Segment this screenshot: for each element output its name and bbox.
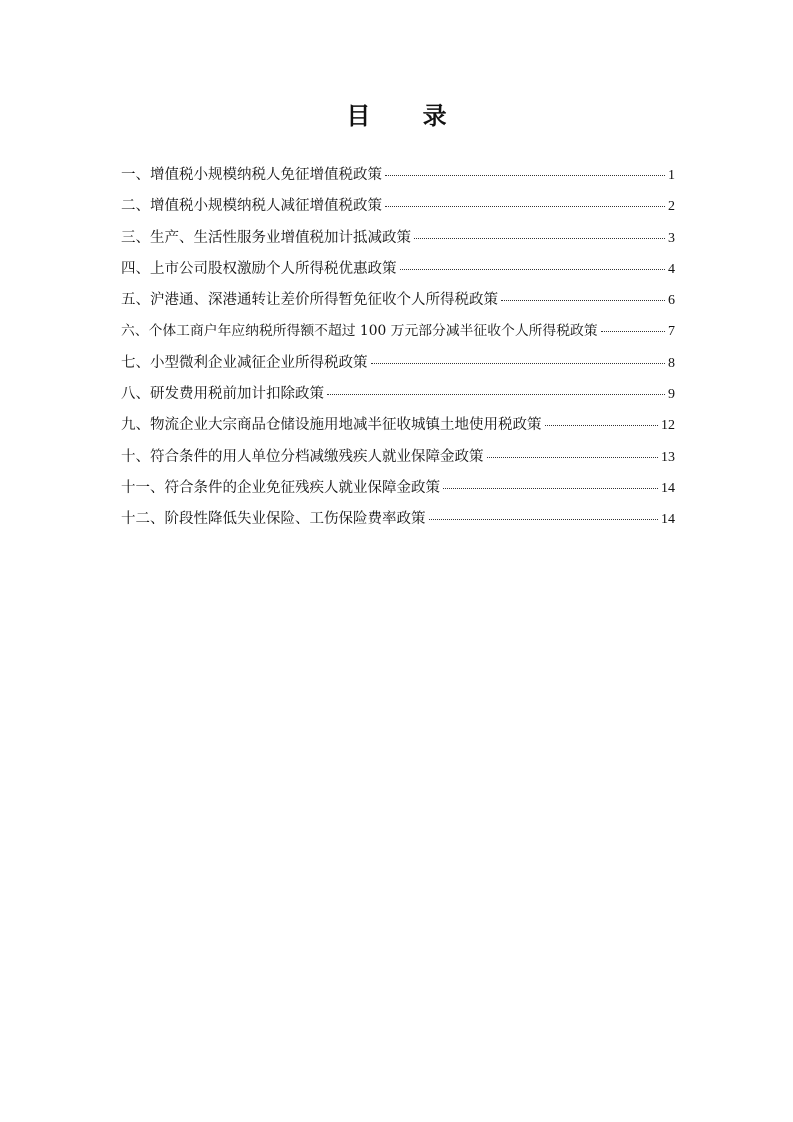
toc-dot-leader [501,299,665,301]
toc-dot-leader [327,393,665,395]
toc-entry[interactable] [121,316,675,347]
toc-entry-label: 十一、符合条件的企业免征残疾人就业保障金政策 [121,479,440,496]
toc-entry[interactable] [121,285,675,316]
table-of-contents [121,160,675,536]
toc-entry-page: 2 [668,199,675,215]
toc-entry-page: 12 [661,418,675,434]
toc-entry-label: 四、上市公司股权激励个人所得税优惠政策 [121,260,397,277]
toc-entry[interactable] [121,254,675,285]
toc-dot-leader [400,268,666,270]
toc-entry-page: 3 [668,230,675,246]
toc-dot-leader [601,330,665,332]
toc-entry[interactable] [121,160,675,191]
toc-entry-page: 6 [668,293,675,309]
toc-entry-label: 七、小型微利企业减征企业所得税政策 [121,354,368,371]
toc-entry-label: 八、研发费用税前加计扣除政策 [121,386,324,403]
page-title: 目 录 [346,101,469,130]
toc-dot-leader [385,205,665,207]
toc-dot-leader [385,174,665,176]
toc-entry-label: 一、增值税小规模纳税人免征增值税政策 [121,167,382,183]
toc-entry[interactable] [121,442,675,473]
toc-dot-leader [371,362,666,364]
toc-entry[interactable] [121,223,675,254]
toc-entry[interactable] [121,348,675,379]
toc-entry-page: 9 [668,387,675,403]
toc-entry-page: 1 [668,168,675,183]
toc-dot-leader [429,518,659,520]
toc-entry[interactable] [121,379,675,410]
toc-entry-label: 五、沪港通、深港通转让差价所得暂免征收个人所得税政策 [121,292,498,309]
toc-entry-page: 13 [661,449,675,465]
toc-dot-leader [545,424,659,426]
toc-entry-page: 14 [661,512,675,528]
toc-entry-page: 7 [668,324,675,340]
toc-entry-label: 二、增值税小规模纳税人减征增值税政策 [121,198,382,215]
toc-entry-label: 三、生产、生活性服务业增值税加计抵减政策 [121,229,411,246]
toc-entry-label: 九、物流企业大宗商品仓储设施用地减半征收城镇土地使用税政策 [121,417,542,434]
toc-entry-page: 14 [661,480,675,496]
toc-dot-leader [487,456,659,458]
toc-entry[interactable] [121,473,675,504]
toc-entry-page: 4 [668,261,675,277]
toc-entry-label: 六、个体工商户年应纳税所得额不超过 100 万元部分减半征收个人所得税政策 [121,323,598,340]
toc-dot-leader [443,487,658,489]
toc-entry[interactable] [121,191,675,222]
toc-entry-page: 8 [668,355,675,371]
toc-entry[interactable] [121,410,675,441]
toc-entry[interactable] [121,504,675,535]
toc-dot-leader [414,237,665,239]
toc-entry-label: 十、符合条件的用人单位分档减缴残疾人就业保障金政策 [121,448,484,465]
toc-entry-label: 十二、阶段性降低失业保险、工伤保险费率政策 [121,511,426,528]
